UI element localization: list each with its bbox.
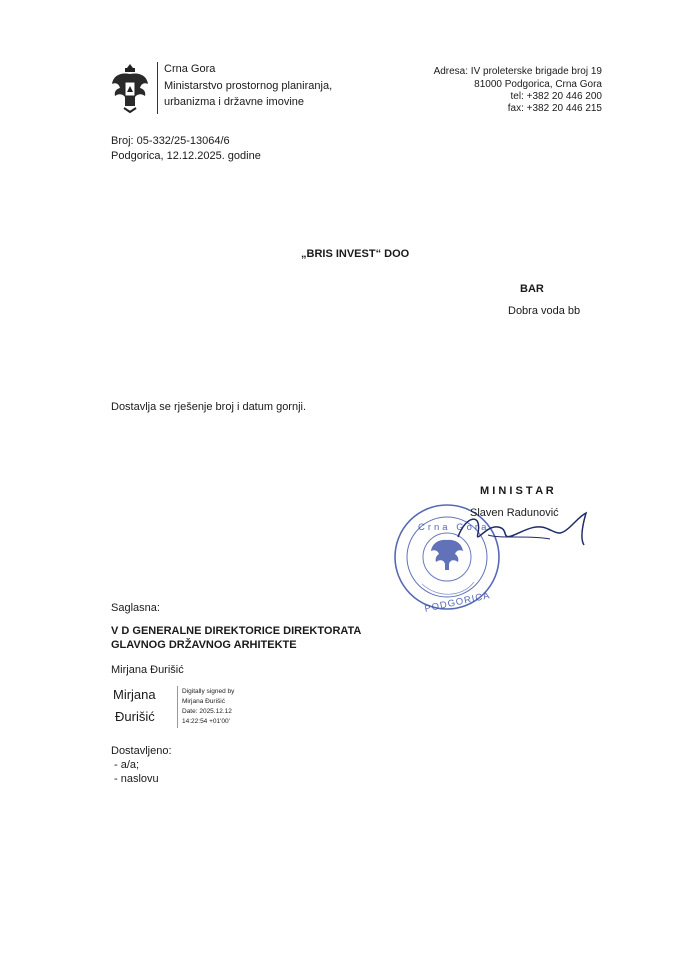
stamp-text-top: Crna Gora: [418, 522, 490, 533]
digital-signature-divider: [177, 686, 178, 728]
delivered-item: - naslovu: [114, 773, 159, 785]
approval-title-line1: V D GENERALNE DIREKTORICE DIREKTORATA: [111, 625, 362, 637]
header-ministry-line1: Ministarstvo prostornog planiranja,: [164, 80, 333, 92]
header-country: Crna Gora: [164, 63, 216, 75]
recipient-company: „BRIS INVEST“ DOO: [301, 248, 410, 260]
approval-name: Mirjana Đurišić: [111, 664, 184, 676]
reference-number: Broj: 05-332/25-13064/6: [111, 135, 230, 147]
digital-signature-name-line2: Đurišić: [115, 709, 155, 724]
digital-signature: [111, 684, 311, 732]
signatory-name: Slaven Radunović: [470, 507, 559, 519]
signatory-title: M I N I S T A R: [480, 485, 554, 497]
place-date: Podgorica, 12.12.2025. godine: [111, 150, 261, 162]
digital-signature-line4: 14:22:54 +01'00': [182, 718, 230, 725]
digital-signature-name-line1: Mirjana: [113, 687, 156, 702]
delivered-label: Dostavljeno:: [111, 745, 172, 757]
approval-label: Saglasna:: [111, 602, 160, 614]
body-text: Dostavlja se rješenje broj i datum gornji.: [111, 401, 307, 413]
digital-signature-line3: Date: 2025.12.12: [182, 708, 232, 715]
header-divider: [157, 62, 158, 114]
address-fax: fax: +382 20 446 215: [507, 103, 602, 114]
delivered-item: - a/a;: [114, 759, 140, 771]
digital-signature-line2: Mirjana Đurišić: [182, 698, 225, 705]
address-line1: Adresa: IV proleterske brigade broj 19: [433, 66, 602, 77]
address-line2: 81000 Podgorica, Crna Gora: [474, 79, 602, 90]
recipient-street: Dobra voda bb: [508, 305, 581, 317]
header-ministry-line2: urbanizma i državne imovine: [164, 96, 305, 108]
digital-signature-line1: Digitally signed by: [182, 688, 235, 695]
stamp-text-bottom: PODGORICA: [423, 590, 492, 615]
coat-of-arms-icon: [110, 62, 150, 114]
address-phone: tel: +382 20 446 200: [510, 91, 602, 102]
recipient-city: BAR: [520, 283, 544, 295]
approval-title-line2: GLAVNOG DRŽAVNOG ARHITEKTE: [111, 639, 297, 651]
